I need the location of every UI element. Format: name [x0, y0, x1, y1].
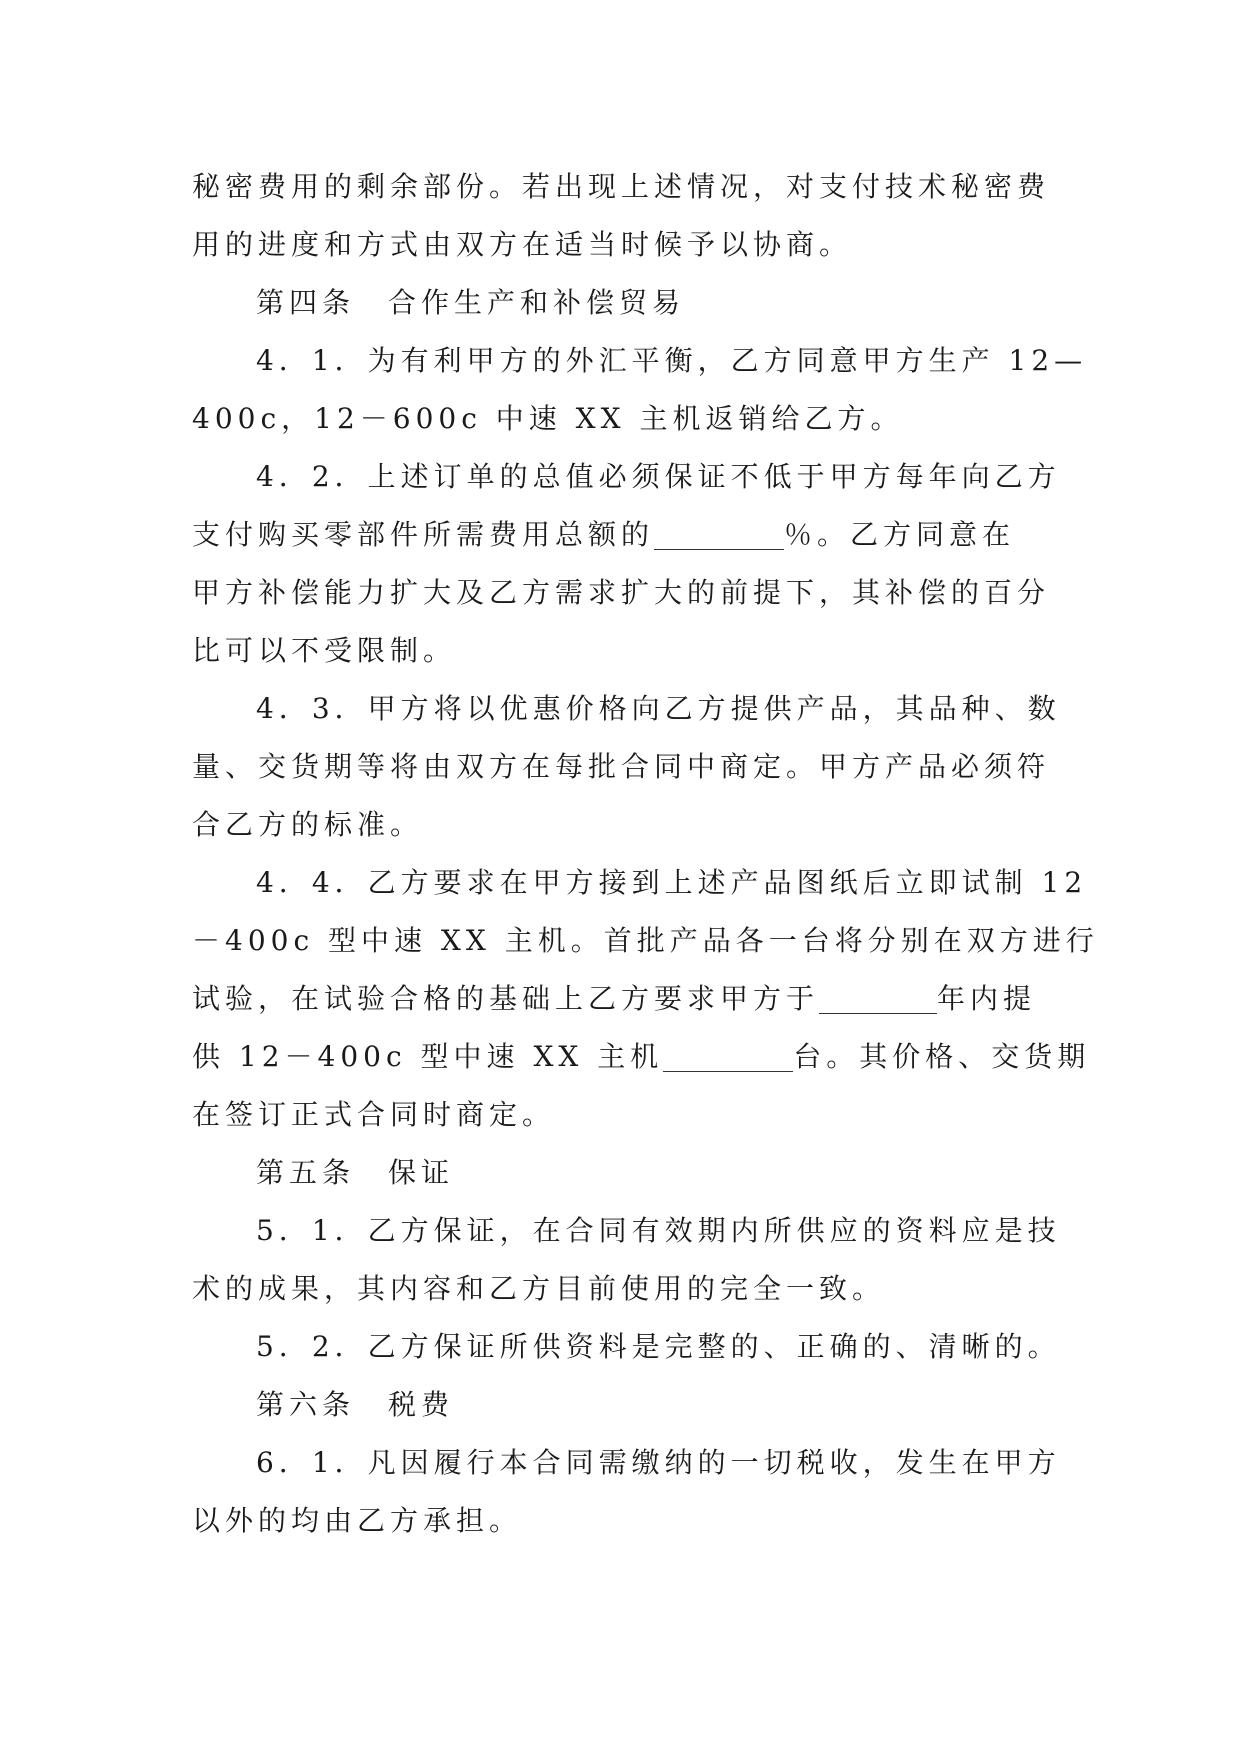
clause-4-1-line: 400c，12－600c 中速 XX 主机返销给乙方。	[192, 402, 904, 435]
article-heading-5: 第五条 保证	[256, 1156, 455, 1189]
years-blank	[819, 983, 937, 1014]
clause-4-2-line: 甲方补偿能力扩大及乙方需求扩大的前提下，其补偿的百分	[192, 576, 1051, 609]
text-segment: 供 12－400c 型中速 XX 主机	[192, 1040, 664, 1073]
clause-6-1-line: 以外的均由乙方承担。	[192, 1504, 523, 1537]
text-line: 用的进度和方式由双方在适当时候予以协商。	[192, 228, 853, 261]
clause-4-2-line: 4．2．上述订单的总值必须保证不低于甲方每年向乙方	[256, 460, 1061, 493]
clause-4-2-line	[192, 506, 1052, 564]
clause-4-3-line: 量、交货期等将由双方在每批合同中商定。甲方产品必须符	[192, 750, 1051, 783]
clause-4-4-line: －400c 型中速 XX 主机。首批产品各一台将分别在双方进行	[192, 924, 1099, 957]
text-segment: 台。其价格、交货期	[793, 1040, 1091, 1073]
text-segment: 年内提	[937, 982, 1037, 1015]
quantity-blank	[663, 1041, 793, 1072]
clause-4-3-line: 合乙方的标准。	[192, 808, 424, 841]
article-heading-6: 第六条 税费	[256, 1388, 455, 1421]
clause-4-3-line: 4．3．甲方将以优惠价格向乙方提供产品，其品种、数	[256, 692, 1061, 725]
clause-5-1-line: 5．1．乙方保证，在合同有效期内所供应的资料应是技	[256, 1214, 1061, 1247]
text-segment: 试验，在试验合格的基础上乙方要求甲方于	[192, 982, 820, 1015]
clause-4-1-line: 4．1．为有利甲方的外汇平衡，乙方同意甲方生产 12—	[256, 344, 1088, 377]
document-body	[192, 158, 1099, 1550]
clause-5-2-line: 5．2．乙方保证所供资料是完整的、正确的、清晰的。	[256, 1330, 1061, 1363]
clause-4-4-line	[192, 1028, 1091, 1086]
clause-4-4-line: 4．4．乙方要求在甲方接到上述产品图纸后立即试制 12	[256, 866, 1088, 899]
clause-4-4-line: 在签订正式合同时商定。	[192, 1098, 556, 1131]
article-heading-4: 第四条 合作生产和补偿贸易	[256, 286, 686, 319]
clause-4-2-line: 比可以不受限制。	[192, 634, 457, 667]
text-segment: ％。乙方同意在	[784, 518, 1016, 551]
percentage-blank	[654, 519, 784, 550]
text-segment: 支付购买零部件所需费用总额的	[192, 518, 655, 551]
clause-5-1-line: 术的成果，其内容和乙方目前使用的完全一致。	[192, 1272, 886, 1305]
text-line: 秘密费用的剩余部份。若出现上述情况，对支付技术秘密费	[192, 170, 1051, 203]
clause-6-1-line: 6．1．凡因履行本合同需缴纳的一切税收，发生在甲方	[256, 1446, 1061, 1479]
clause-4-4-line	[192, 970, 1052, 1028]
